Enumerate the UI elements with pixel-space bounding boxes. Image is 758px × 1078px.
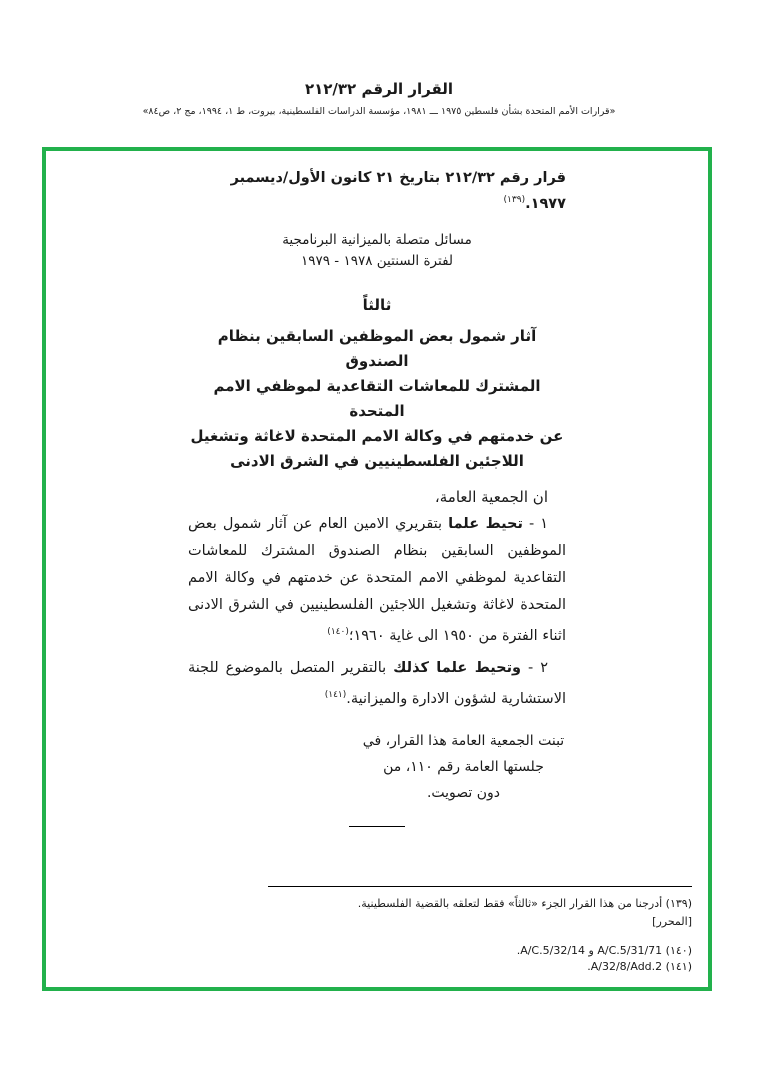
source-citation: «قرارات الأمم المتحدة بشأن فلسطين ١٩٧٥ ـــ ١٩٨١، مؤسسة الدراسات الفلسطينية، بيروت، ط ١، ١٩٩٤، مج ٢، ص٨٤» bbox=[142, 106, 616, 117]
paragraph-2-text: بالتقرير المتصل بالموضوع للجنة الاستشارية لشؤون الادارة والميزانية. bbox=[188, 659, 566, 707]
operative-paragraph-1 bbox=[188, 511, 566, 650]
paragraph-2-number: ٢ - bbox=[521, 659, 549, 676]
preamble-line: ان الجمعية العامة، bbox=[434, 487, 548, 506]
resolution-number-title: القرار الرقم ٢١٢/٣٢ bbox=[304, 80, 454, 98]
resolution-body bbox=[188, 151, 566, 827]
agenda-subtitle-line-1: مسائل متصلة بالميزانية البرنامجية bbox=[282, 231, 472, 248]
resolution-heading-text: قرار رقم ٢١٢/٣٢ بتاريخ ٢١ كانون الأول/ديسمبر ١٩٧٧. bbox=[230, 170, 566, 212]
footnote-141: (١٤١) A/32/8/Add.2. bbox=[587, 960, 692, 973]
subject-heading-line: آثار شمول بعض الموظفين السابقين بنظام الصندوق bbox=[217, 326, 537, 370]
green-frame bbox=[42, 147, 712, 991]
adoption-line: جلستها العامة رقم ١١٠، من bbox=[383, 759, 544, 776]
paragraph-2-keyword: وتحيط علما كذلك bbox=[393, 659, 522, 676]
adoption-line: دون تصويت. bbox=[426, 785, 501, 802]
page-header bbox=[0, 80, 758, 117]
paragraph-1-keyword: تحيط علما bbox=[448, 515, 523, 532]
resolution-subject-heading bbox=[188, 324, 566, 474]
end-divider bbox=[349, 826, 405, 827]
paragraph-1-text: بتقريري الامين العام عن آثار شمول بعض الموظفين السابقين بنظام الصندوق المشترك للمعاشات التقاعدية لموظفي الامم المتحدة عن خدمتهم في وكالة الامم المتحدة لاغاثة وتشغيل اللاجئين الفلسطينيين في الشرق الادنى اثناء الفترة من ١٩٥٠ الى غاية ١٩٦٠؛ bbox=[188, 515, 566, 644]
footnote-140: (١٤٠) A/C.5/31/71 و A/C.5/32/14. bbox=[516, 944, 692, 957]
adoption-note bbox=[361, 728, 566, 806]
footnote-ref-139: (١٣٩) bbox=[503, 195, 526, 205]
footnote-divider bbox=[268, 886, 692, 887]
footnote-139: (١٣٩) أدرجنا من هذا القرار الجزء «ثالثاً» فقط لتعلقه بالقضية الفلسطينية. bbox=[357, 897, 692, 910]
subject-heading-line: اللاجئين الفلسطينيين في الشرق الادنى bbox=[230, 451, 524, 470]
agenda-subtitle-line-2: لفترة السنتين ١٩٧٨ - ١٩٧٩ bbox=[300, 252, 454, 269]
subject-heading-line: عن خدمتهم في وكالة الامم المتحدة لاغاثة وتشغيل bbox=[190, 426, 564, 445]
resolution-heading bbox=[188, 167, 566, 215]
footnotes-section bbox=[268, 886, 692, 975]
footnote-ref-141: (١٤١) bbox=[324, 689, 347, 700]
footnote-ref-140: (١٤٠) bbox=[327, 626, 349, 637]
footnote-139-editor-note: [المحرر] bbox=[652, 915, 692, 928]
operative-paragraph-2 bbox=[188, 655, 566, 713]
subject-heading-line: المشترك للمعاشات التقاعدية لموظفي الامم المتحدة bbox=[213, 376, 541, 420]
paragraph-1-number: ١ - bbox=[522, 515, 548, 532]
adoption-line: تبنت الجمعية العامة هذا القرار، في bbox=[362, 733, 565, 750]
section-label: ثالثاً bbox=[362, 295, 392, 314]
